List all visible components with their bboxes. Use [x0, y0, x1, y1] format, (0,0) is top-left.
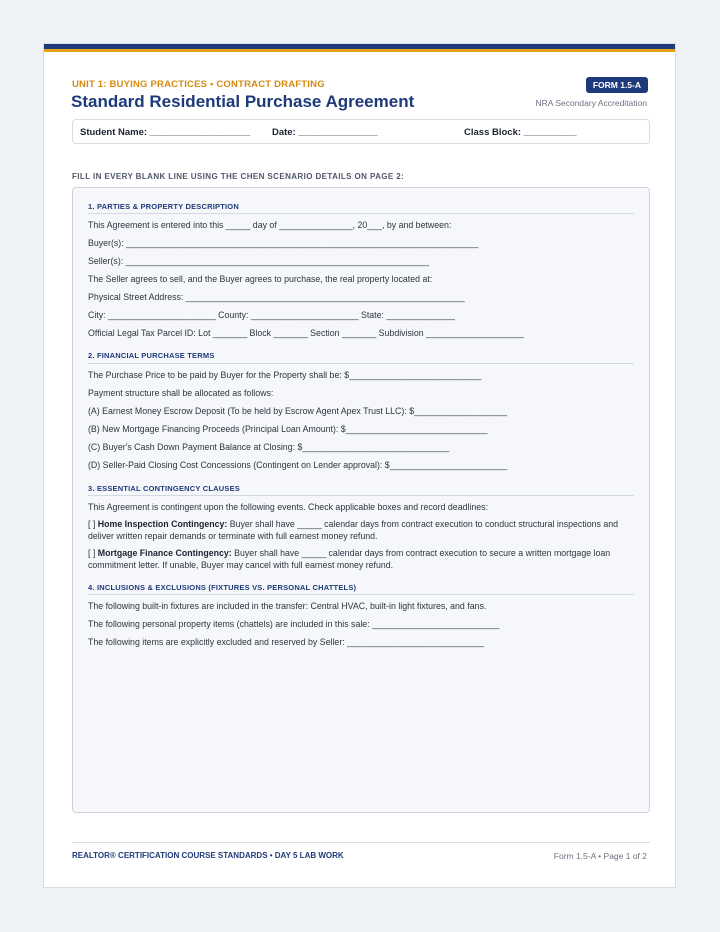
form-badge: FORM 1.5-A	[586, 77, 648, 93]
cash-down-payment-line[interactable]: (C) Buyer's Cash Down Payment Balance at Closing: $______________________________	[88, 442, 450, 452]
student-name-field[interactable]: Student Name: ___________________	[80, 127, 251, 138]
contingency-intro: This Agreement is contingent upon the following events. Check applicable boxes and record deadlines:	[88, 502, 489, 512]
accreditation-label: NRA Secondary Accreditation	[535, 98, 647, 108]
footer-page-number: Form 1.5-A • Page 1 of 2	[553, 851, 647, 861]
inspection-text: Buyer shall have _____ calendar days from contract execution to conduct structural inspections and deliver written repair demands or terminate with full earnest money refund.	[88, 519, 619, 541]
date-field[interactable]: Date: _______________	[272, 127, 378, 138]
fixtures-included-line: The following built-in fixtures are included in the transfer: Central HVAC, built-in light fixtures, and fans.	[88, 601, 487, 611]
property-statement: The Seller agrees to sell, and the Buyer agrees to purchase, the real property located at:	[88, 274, 433, 284]
instructions: FILL IN EVERY BLANK LINE USING THE CHEN SCENARIO DETAILS ON PAGE 2:	[72, 172, 405, 181]
city-county-state-line[interactable]: City: ______________________ County: ______________________ State: ______________	[88, 310, 455, 320]
finance-label: Mortgage Finance Contingency:	[97, 548, 232, 558]
finance-checkbox[interactable]: [ ]	[88, 548, 98, 558]
section-title-financial: 2. FINANCIAL PURCHASE TERMS	[88, 351, 215, 360]
buyer-line[interactable]: Buyer(s): ________________________________________________________________________	[88, 238, 479, 248]
section-title-parties: 1. PARTIES & PROPERTY DESCRIPTION	[88, 202, 239, 211]
footer-divider	[72, 842, 650, 843]
section-divider	[88, 594, 634, 595]
section-divider	[88, 495, 634, 496]
student-info-bar	[72, 119, 650, 144]
chattels-included-line[interactable]: The following personal property items (chattels) are included in this sale: __________________________	[88, 619, 500, 629]
finance-contingency-clause[interactable]	[88, 548, 636, 571]
footer-course-label: REALTOR® CERTIFICATION COURSE STANDARDS • DAY 5 LAB WORK	[72, 851, 344, 860]
inspection-checkbox[interactable]: [ ]	[88, 519, 98, 529]
agreement-date-line[interactable]: This Agreement is entered into this _____ day of _______________, 20___, by and between:	[88, 220, 452, 230]
inspection-contingency-clause[interactable]	[88, 519, 636, 542]
purchase-price-line[interactable]: The Purchase Price to be paid by Buyer for the Property shall be: $___________________________	[88, 370, 482, 380]
section-divider	[88, 363, 634, 364]
seller-concessions-line[interactable]: (D) Seller-Paid Closing Cost Concessions (Contingent on Lender approval): $________________________	[88, 460, 508, 470]
worksheet-page	[43, 43, 676, 888]
earnest-money-line[interactable]: (A) Earnest Money Escrow Deposit (To be held by Escrow Agent Apex Trust LLC): $___________________	[88, 406, 508, 416]
agreement-body	[72, 187, 650, 813]
unit-label: UNIT 1: BUYING PRACTICES • CONTRACT DRAFTING	[72, 79, 325, 90]
mortgage-proceeds-line[interactable]: (B) New Mortgage Financing Proceeds (Principal Loan Amount): $_____________________________	[88, 424, 488, 434]
seller-line[interactable]: Seller(s): ______________________________________________________________	[88, 256, 429, 266]
street-address-line[interactable]: Physical Street Address: _________________________________________________________	[88, 292, 465, 302]
section-title-contingency: 3. ESSENTIAL CONTINGENCY CLAUSES	[88, 484, 240, 493]
section-title-inclusions: 4. INCLUSIONS & EXCLUSIONS (FIXTURES VS. PERSONAL CHATTELS)	[88, 583, 357, 592]
class-block-field[interactable]: Class Block: __________	[464, 127, 577, 138]
inspection-label: Home Inspection Contingency:	[97, 519, 228, 529]
tax-parcel-line[interactable]: Official Legal Tax Parcel ID: Lot _______ Block _______ Section _______ Subdivision ____________________	[88, 328, 524, 338]
page-title: Standard Residential Purchase Agreement	[71, 92, 415, 111]
excluded-items-line[interactable]: The following items are explicitly excluded and reserved by Seller: ____________________________	[88, 637, 485, 647]
section-divider	[88, 213, 634, 214]
payment-structure-line: Payment structure shall be allocated as follows:	[88, 388, 274, 398]
finance-text: Buyer shall have _____ calendar days from contract execution to secure a written mortgage loan commitment letter. If unable, Buyer may cancel with full earnest money refund.	[88, 548, 611, 570]
header-stripe-gold	[44, 49, 675, 52]
